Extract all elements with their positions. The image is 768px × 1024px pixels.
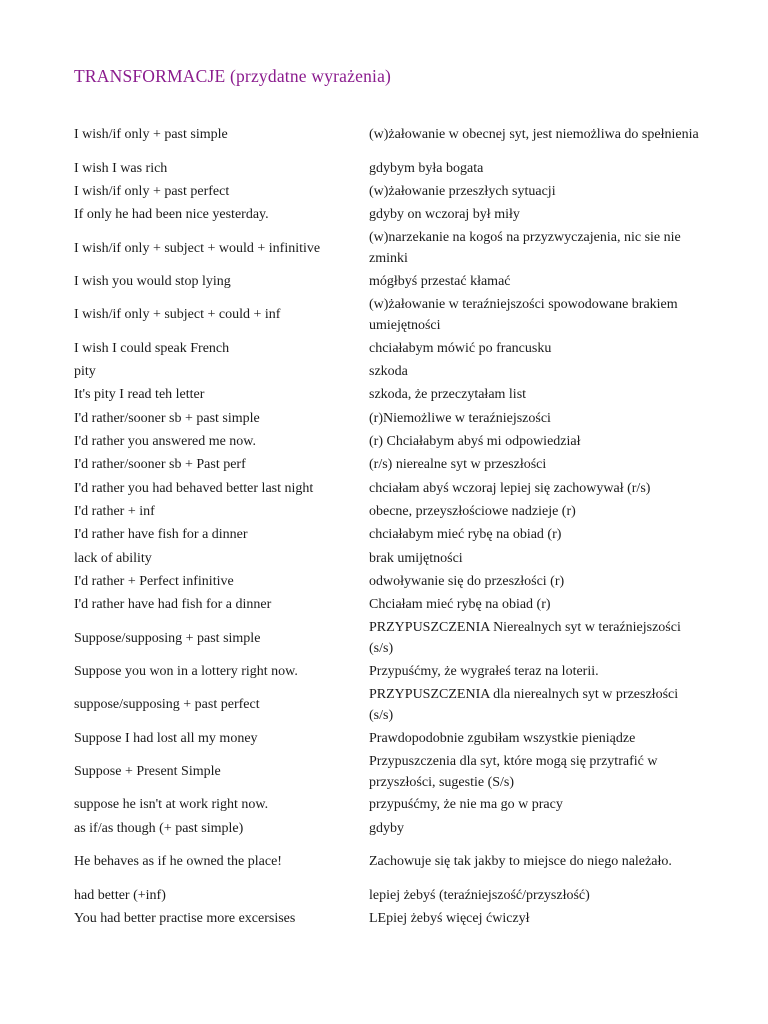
polish-translation: mógłbyś przestać kłamać bbox=[369, 274, 511, 290]
table-row bbox=[74, 546, 714, 569]
table-row bbox=[74, 840, 714, 884]
table-row bbox=[74, 750, 714, 794]
polish-translation: obecne, przeyszłościowe nadzieje (r) bbox=[369, 503, 576, 519]
english-phrase: I'd rather/sooner sb + Past perf bbox=[74, 457, 246, 473]
english-phrase: I wish you would stop lying bbox=[74, 274, 231, 290]
english-phrase: Suppose you won in a lottery right now. bbox=[74, 663, 298, 679]
english-phrase: I'd rather + inf bbox=[74, 503, 155, 519]
english-phrase: suppose he isn't at work right now. bbox=[74, 797, 269, 813]
polish-translation: (r)Niemożliwe w teraźniejszości bbox=[369, 410, 551, 426]
polish-translation: szkoda bbox=[369, 364, 408, 380]
table-row bbox=[74, 337, 714, 360]
table-row bbox=[74, 157, 714, 180]
phrase-table bbox=[74, 113, 714, 930]
english-phrase: I wish/if only + subject + could + inf bbox=[74, 307, 281, 323]
english-phrase: I wish I could speak French bbox=[74, 340, 230, 356]
english-phrase: You had better practise more excersises bbox=[74, 910, 296, 926]
polish-translation: szkoda, że przeczytałam list bbox=[369, 387, 527, 403]
table-row bbox=[74, 593, 714, 616]
table-row bbox=[74, 793, 714, 816]
english-phrase: I wish I was rich bbox=[74, 160, 168, 176]
table-row bbox=[74, 616, 714, 660]
table-row bbox=[74, 660, 714, 683]
english-phrase: Suppose I had lost all my money bbox=[74, 730, 258, 746]
english-phrase: He behaves as if he owned the place! bbox=[74, 854, 282, 870]
english-phrase: I wish/if only + past simple bbox=[74, 127, 228, 143]
polish-translation: LEpiej żebyś więcej ćwiczył bbox=[369, 910, 530, 926]
table-row bbox=[74, 407, 714, 430]
english-phrase: Suppose/supposing + past simple bbox=[74, 630, 261, 646]
polish-translation: PRZYPUSZCZENIA dla nierealnych syt w przeszłości (s/s) bbox=[369, 686, 679, 723]
table-row bbox=[74, 476, 714, 499]
polish-translation: (r) Chciałabym abyś mi odpowiedział bbox=[369, 434, 581, 450]
table-row bbox=[74, 523, 714, 546]
table-row bbox=[74, 817, 714, 840]
english-phrase: I'd rather have fish for a dinner bbox=[74, 527, 248, 543]
english-phrase: lack of ability bbox=[74, 550, 152, 566]
table-row bbox=[74, 727, 714, 750]
table-row bbox=[74, 883, 714, 906]
table-row bbox=[74, 270, 714, 293]
polish-translation: Zachowuje się tak jakby to miejsce do niego należało. bbox=[369, 854, 672, 870]
polish-translation: (w)żałowanie w teraźniejszości spowodowane brakiem umiejętności bbox=[369, 296, 678, 333]
table-row bbox=[74, 180, 714, 203]
polish-translation: Przypuśćmy, że wygrałeś teraz na loterii. bbox=[369, 663, 599, 679]
polish-translation: Przypuszczenia dla syt, które mogą się przytrafić w przyszłości, sugestie (S/s) bbox=[369, 753, 658, 790]
table-row bbox=[74, 113, 714, 157]
english-phrase: I'd rather you answered me now. bbox=[74, 434, 256, 450]
english-phrase: It's pity I read teh letter bbox=[74, 387, 205, 403]
english-phrase: If only he had been nice yesterday. bbox=[74, 207, 269, 223]
polish-translation: chciałabym mieć rybę na obiad (r) bbox=[369, 527, 562, 543]
polish-translation: gdybym była bogata bbox=[369, 160, 484, 176]
table-row bbox=[74, 383, 714, 406]
table-row bbox=[74, 360, 714, 383]
polish-translation: Prawdopodobnie zgubiłam wszystkie pieniądze bbox=[369, 730, 636, 746]
polish-translation: brak umijętności bbox=[369, 550, 463, 566]
polish-translation: chciałabym mówić po francusku bbox=[369, 340, 552, 356]
table-row bbox=[74, 453, 714, 476]
table-row bbox=[74, 500, 714, 523]
english-phrase: I wish/if only + subject + would + infinitive bbox=[74, 240, 321, 256]
table-row bbox=[74, 570, 714, 593]
english-phrase: I'd rather/sooner sb + past simple bbox=[74, 410, 260, 426]
polish-translation: chciałam abyś wczoraj lepiej się zachowywał (r/s) bbox=[369, 480, 651, 496]
english-phrase: had better (+inf) bbox=[74, 887, 166, 903]
english-phrase: I wish/if only + past perfect bbox=[74, 183, 230, 199]
polish-translation: odwoływanie się do przeszłości (r) bbox=[369, 573, 565, 589]
polish-translation: (w)narzekanie na kogoś na przyzwyczajenia, nic sie nie zminki bbox=[369, 230, 681, 267]
table-row bbox=[74, 430, 714, 453]
document-title: TRANSFORMACJE (przydatne wyrażenia) bbox=[74, 66, 392, 86]
table-row bbox=[74, 226, 714, 270]
english-phrase: Suppose + Present Simple bbox=[74, 764, 221, 780]
english-phrase: suppose/supposing + past perfect bbox=[74, 697, 260, 713]
polish-translation: PRZYPUSZCZENIA Nierealnych syt w teraźniejszości (s/s) bbox=[369, 620, 681, 656]
table-row bbox=[74, 203, 714, 226]
english-phrase: I'd rather you had behaved better last night bbox=[74, 480, 314, 496]
polish-translation: (r/s) nierealne syt w przeszłości bbox=[369, 457, 547, 473]
polish-translation: gdyby on wczoraj był miły bbox=[369, 207, 520, 223]
english-phrase: I'd rather + Perfect infinitive bbox=[74, 573, 234, 589]
polish-translation: lepiej żebyś (teraźniejszość/przyszłość) bbox=[369, 887, 590, 903]
english-phrase: as if/as though (+ past simple) bbox=[74, 820, 244, 836]
polish-translation: przypuśćmy, że nie ma go w pracy bbox=[369, 797, 563, 813]
table-row bbox=[74, 683, 714, 727]
polish-translation: gdyby bbox=[369, 820, 404, 836]
english-phrase: I'd rather have had fish for a dinner bbox=[74, 597, 272, 613]
table-row bbox=[74, 293, 714, 337]
english-phrase: pity bbox=[74, 364, 96, 380]
polish-translation: Chciałam mieć rybę na obiad (r) bbox=[369, 597, 551, 613]
table-row bbox=[74, 907, 714, 930]
polish-translation: (w)żałowanie przeszłych sytuacji bbox=[369, 183, 556, 199]
polish-translation: (w)żałowanie w obecnej syt, jest niemożliwa do spełnienia bbox=[369, 127, 699, 143]
